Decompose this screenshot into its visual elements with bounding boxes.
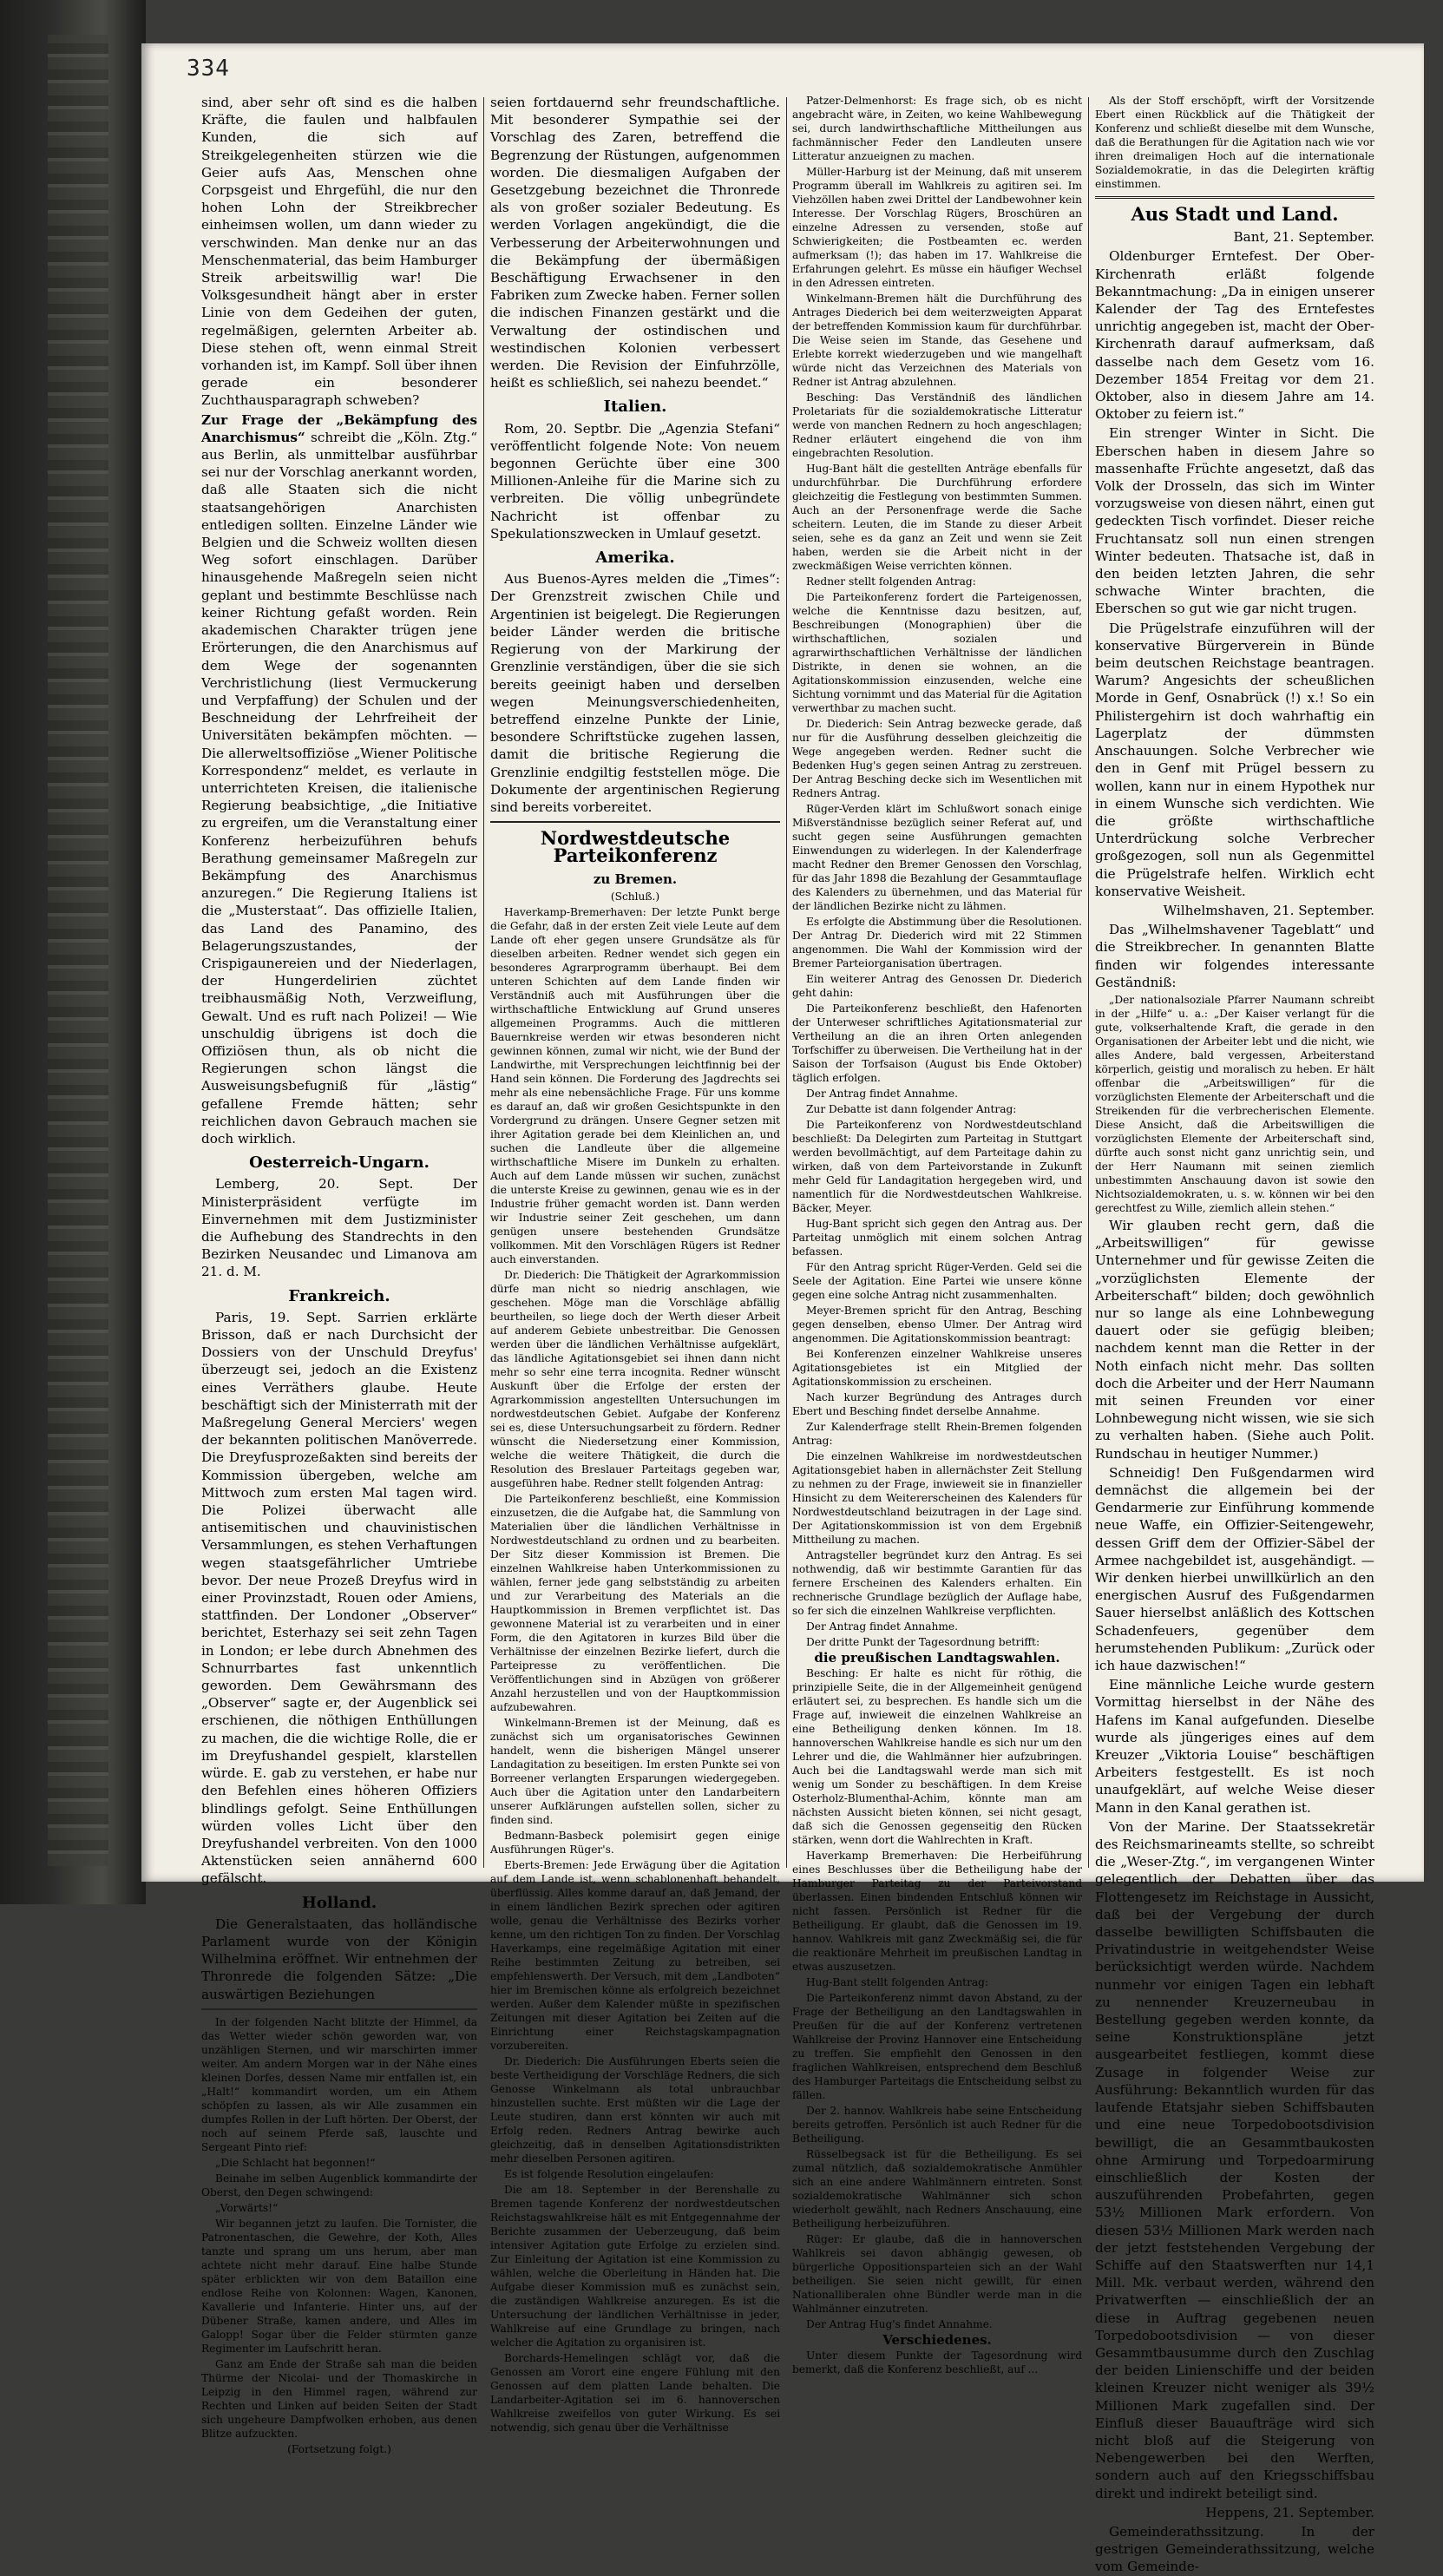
c3-p12: Die Parteikonferenz beschließt, den Hafenorten der Unterweser schriftliches Agitationsmaterial zur Vertheilung an die an ihren Orten anlegenden Torfschiffer zu überweisen. Die Vertheilung hat in der Saison der Torfsaison (August bis Ende Oktober) täglich erfolgen. <box>792 1002 1082 1084</box>
section-italy-heading: Italien. <box>603 398 667 417</box>
quote-block <box>1095 993 1374 1215</box>
article-tageblatt: Das „Wilhelmshavener Tageblatt“ und die Streikbrecher. In genannten Blatte finden wir folgendes interessante Geständniß: <box>1095 922 1374 990</box>
article-france: Paris, 19. Sept. Sarrien erklärte Brisson, daß er nach Durchsicht der Dossiers von der Unschuld Dreyfus' überzeugt sei, jedoch an die Existenz eines Verräthers glaube. Heute beschäftigt sich der Ministerrath mit der Maßregelung General Merciers' wegen der bekannten politischen Manöverrede. Die Dreyfusprozeßakten sind bereits der Kommission übergeben, welche am Mittwoch zum ersten Mal tagen wird. Die Polizei überwacht alle antisemitischen und chauvinistischen Versammlungen, es stehen Verhaftungen wegen staatsgefährlicher Umtriebe bevor. Der neue Prozeß Dreyfus wird in einer Provinzstadt, Rouen oder Amiens, stattfinden. Der Londoner „Observer“ berichtet, Esterhazy sei seit zehn Tagen in London; er lebe durch Abnehmen des Schnurrbartes fast unkenntlich geworden. Dem Gewährsmann des „Observer“ sagte er, der Augenblick sei erschienen, die nöthigen Enthüllungen zu machen, die die wichtige Rolle, die er im Dreyfushandel gespielt, klarstellen würde. E. gab zu verstehen, er habe nur den Befehlen eines höheren Offiziers blindlings gefolgt. Seine Enthüllungen würden volles Licht über den Dreyfushandel verbreiten. Von den 1000 Aktenstücken seien annähernd 600 gefälscht. <box>201 1309 477 1887</box>
landtag-p2: Haverkamp Bremerhaven: Die Herbeiführung eines Beschlusses über die Betheiligung habe der Hamburger Parteitag zu der Parteivorstand überlassen. Einen bindenden Entschluß können wir nicht fassen. Persönlich ist Redner für die Betheiligung. Er glaubt, daß die Genossen im 19. hannov. Wahlkreis mit ganz Zweckmäßig sei, die für die reaktionäre Mehrheit im preußischen Landtag in etwas auszusetzen. <box>792 1850 1082 1973</box>
feuilleton-p4: „Vorwärts!“ <box>215 2201 279 2214</box>
misc-heading: Verschiedenes. <box>882 2332 992 2348</box>
c3-p22: Die einzelnen Wahlkreise im nordwestdeutschen Agitationsgebiet haben in allernächster Zeit Stellung zu nehmen zu der Frage, inwieweit sie in finanzieller Hinsicht zu dem Weitererscheinen des Kalenders für Nordwestdeutschland beizutragen in der Lage sind. Der Agitationskommission ist von dem Ergebniß Mittheilung zu machen. <box>792 1450 1082 1546</box>
section-france-heading: Frankreich. <box>288 1286 390 1305</box>
article-america: Aus Buenos-Ayres melden die „Times“: Der Grenzstreit zwischen Chile und Argentinien ist beigelegt. Die Regierungen beider Länder werden die britische Regierung von der Markirung der Grenzlinie verständigen, über die sie sich bereits geeinigt haben und derselben wegen Meinungsverschiedenheiten, betreffend einzelne Punkte der Linie, besondere Schriftstücke zugehen lassen, damit die britische Regierung die Grenzlinie endgiltig feststellen möge. Die Dokumente der argentinischen Regierung sind bereits vorbereitet. <box>490 571 780 815</box>
column-2 <box>490 94 780 2434</box>
c3-p1: Patzer-Delmenhorst: Es frage sich, ob es nicht angebracht wäre, in Zeiten, wo keine Wahlbewegung sei, durch landwirthschaftliche Mittheilungen aus fachmännischer Feder den Landleuten unsere Litteratur anzueignen zu machen. <box>792 95 1082 162</box>
conference-schluss: (Schluß.) <box>610 890 660 903</box>
article-schneidig: Schneidig! Den Fußgendarmen wird demnächst die allgemein bei der Gendarmerie zur Einführung kommende neue Waffe, ein Offizier-Seitengewehr, dessen Griff dem der Offizier-Säbel der Armee nachgebildet ist, ausgehändigt. — Wir denken hierbei unwillkürlich an den energischen Ausruf des Fußgendarmen Sauer hierselbst anläßlich des Kottschen Schadenfeuers, gegenüber dem herumstehenden Publikum: „Zurück oder ich haue dazwischen!“ <box>1095 1464 1374 1674</box>
article-holland: Die Generalstaaten, das holländische Parlament wurde von der Königin Wilhelmina eröffnet. Wir entnehmen der Thronrede die folgenden Sätze: „Die auswärtigen Beziehungen <box>201 1916 477 2002</box>
conf-p10: Borchards-Hemelingen schlägt vor, daß die Genossen am Vorort eine engere Fühlung mit den Genossen auf dem platten Lande behalten. Die Landarbeiter-Agitation sei im 6. hannoverschen Wahlkreise zweifellos von guter Wirkung. Es sei notwendig, sich genau über die Verhältnisse <box>490 2351 780 2434</box>
c3-p8: Dr. Diederich: Sein Antrag bezwecke gerade, daß nur für die Ausführung desselben gleichzeitig die Wege angegeben werden. Redner sucht die Bedenken Hug's gegen seinen Antrag zu zerstreuen. Der Antrag Besching decke sich im Wesentlichen mit Redners Antrag. <box>792 718 1082 799</box>
feuilleton-p2: „Die Schlacht hat begonnen!“ <box>215 2156 376 2169</box>
c3-p16: Hug-Bant spricht sich gegen den Antrag aus. Der Parteitag unmöglich mit einem solchen Antrag befassen. <box>792 1218 1082 1258</box>
c3-p6: Redner stellt folgenden Antrag: <box>806 575 976 588</box>
c3-p24: Der Antrag findet Annahme. <box>806 1620 959 1633</box>
c3-p13: Der Antrag findet Annahme. <box>806 1088 959 1100</box>
column-1 <box>201 94 478 2455</box>
section-holland-heading: Holland. <box>301 1893 377 1912</box>
page-number: 334 <box>187 56 230 82</box>
conf-p3: Die Parteikonferenz beschließt, eine Kommission einzusetzen, die die Aufgabe hat, die Sammlung von Materialien über die ländlichen Verhältnisse in Nordwestdeutschland zu ordnen und zu bearbeiten. Der Sitz dieser Kommission ist Bremen. Die einzelnen Wahlkreise haben Unterkommissionen zu wählen, ferner jede gang selbstständig zu arbeiten und zur Verarbeitung des Materials an die Hauptkommission in Bremen verpflichtet ist. Das gewonnene Material ist zu verarbeiten und in einer Form, die den Agitatoren in kurzes Bild über die Verhältnisse der einzelnen Bezirke liefert, durch die Parteipresse zu veröffentlichen. Die Veröffentlichungen sind in Abzügen von größerer Anzahl herzustellen und von der Hauptkommission aufzubewahren. <box>490 1492 780 1713</box>
c3-p21: Zur Kalenderfrage stellt Rhein-Bremen folgenden Antrag: <box>792 1421 1082 1447</box>
conf-p1: Haverkamp-Bremerhaven: Der letzte Punkt berge die Gefahr, daß in der ersten Zeit viele Leute auf dem Lande oft eher gegen unsere Grundsätze als für dieselben arbeiten. Redner wendet sich gegen ein besonderes Agrarprogramm überhaupt. Bei dem unteren Schichten auf dem Lande finden wir Verständniß auch mit Ausführungen über die wirthschaftliche Entwicklung auf Grund unseres allgemeinen Programms. Auch die mittleren Bauernkreise werden wir etwas besonderen nicht gewinnen können, zumal wir nicht, wie der Bund der Landwirthe, mit Versprechungen leichtfinnig bei der Hand sein können. Die Forderung des Jagdrechts sei mehr als eine nebensächliche Frage. Für uns komme es darauf an, daß wir großen Gesichtspunkte in den Vordergrund zu drängen. Unsere Gegner setzen mit ihrer Agitation gerade bei dem Kleinlichen an, und suchen die Landleute über die allgemeine wirthschaftliche Misere im Dunkeln zu erhalten. Auch auf dem Lande müssen wir suchen, zunächst die unterste Kreise zu gewinnen, genau wie es in der Industrie früher gemacht worden ist. Dann werden wir Industrie seiner Zeit geschehen, um dann genügen unsere bestehenden Grundsätze vollkommen. Mit den Vorschlägen Rügers ist Redner auch einverstanden. <box>490 905 780 1265</box>
section-america-heading: Amerika. <box>595 549 675 568</box>
landtag-p7: Rüger: Er glaube, daß die in hannoverschen Wahlkreis sei davon abhängig gewesen, ob bürgerliche Oppositionsparteien sich an der Wahl betheiligen. Sie seien nicht gewillt, für einen Nationalliberalen ohne Bündler werde man in die Wahlmänner einzutreten. <box>792 2233 1082 2315</box>
c3-p20: Nach kurzer Begründung des Antrages durch Ebert und Besching findet derselbe Annahme. <box>792 1391 1082 1417</box>
column-rule-3 <box>1088 97 1089 1868</box>
conf-p8: Es ist folgende Resolution eingelaufen: <box>504 2167 714 2180</box>
c3-p5: Hug-Bant hält die gestellten Anträge ebenfalls für undurchführbar. Die Durchführung erfordere gleichzeitig die Festlegung von bestimmten Summen. Auch an der Personenfrage werde die Sache scheitern. Leuten, die im Stande zu dieser Arbeit seien, sehe es da ganz an Zeit und wenn sie Zeit haben, werden sie die Arbeit nicht in der zweckmäßigen Weise verrichten können. <box>792 463 1082 572</box>
landtag-heading: die preußischen Landtagswahlen. <box>814 1650 1060 1666</box>
article-austria: Lemberg, 20. Sept. Der Ministerpräsident verfügte im Einvernehmen mit dem Justizminister die Aufhebung des Standrechts in den Bezirken Neusandec und Limanova am 21. d. M. <box>201 1176 477 1280</box>
column-4 <box>1095 94 1374 2575</box>
c3-p23: Antragsteller begründet kurz den Antrag. Es sei nothwendig, daß wir bestimmte Garantien für das fernere Erscheinen des Kalenders erhalten. Ein rechnerische Grundlage bezüglich der Auflage habe, so fer sich die einzelnen Wahlkreise verpflichten. <box>792 1549 1082 1617</box>
anarchism-heading: Zur Frage der „Bekämpfung des Anarchismus“ <box>201 411 477 445</box>
section-divider-4 <box>1095 196 1374 199</box>
section-divider <box>490 821 780 823</box>
bant-dateline: Bant, 21. September. <box>1233 229 1374 246</box>
conference-heading: Nordwestdeutsche Parteikonferenz <box>540 827 731 867</box>
c3-p11: Ein weiterer Antrag des Genossen Dr. Diederich geht dahin: <box>792 973 1082 999</box>
c3-p2: Müller-Harburg ist der Meinung, daß mit unserem Programm überall im Wahlkreis zu agitiren sei. Im Viehzöllen haben zwei Drittel der Landbewohner kein Interesse. Der Vorschlag Rügers, Broschüren an einzelne Adressen zu versenden, stoße auf Schwierigkeiten; die Postbeamten ec. werden aufmerksam (!); das haben im 17. Wahlkreise die Erfahrungen gelehrt. Es müsse ein häufiger Wechsel in den Adressen eintreten. <box>792 166 1082 289</box>
binding-texture <box>48 35 108 1866</box>
conference-body <box>490 905 780 2435</box>
c3-p7: Die Parteikonferenz fordert die Parteigenossen, welche die Kenntnisse dazu besitzen, auf, Beschreibungen (Monographien) über die wirthschaftlichen, sozialen und agrarwirthschaftlichen Verhältnisse der ländlichen Distrikte, in denen sie wohnen, an die Agitationskommission einzusenden, welche eine Sichtung vornimmt und das Material für die Agitation verwerthbar zu machen sucht. <box>792 591 1082 714</box>
conf-p9: Die am 18. September in der Berenshalle zu Bremen tagende Konferenz der nordwestdeutschen Reichstagswahlkreise hält es mit Entgegennahme der Berichte zusammen der Ueberzeugung, daß beim intensiver Agitation gute Erfolge zu erzielen sind. Zur Einleitung der Agitation ist eine Kommission zu wählen, welche die Oberleitung in Händen hat. Die Aufgabe dieser Kommission muß es zunächst sein, die zuständigen Wahlkreise anzuregen. Es ist die Untersuchung der ländlichen Verhältnisse in jeder, Wahlkreise auf eine Grundlage zu bringen, nach welcher die Agitation zu organisiren ist. <box>490 2183 780 2349</box>
book-binding <box>0 0 146 1904</box>
landtag-p3: Hug-Bant stellt folgenden Antrag: <box>806 1976 989 1988</box>
c3-p15: Die Parteikonferenz von Nordwestdeutschland beschließt: Da Delegirten zum Parteitag in Stuttgart werden bevollmächtigt, auf dem Parteitage dahin zu wirken, daß von dem Parteivorstande in Zukunft mehr Geld für Landagitation hergegeben wird, und namentlich für die Nordwestdeutschen Wahlkreise. Bäcker, Meyer. <box>792 1119 1082 1214</box>
feuilleton <box>201 2008 477 2456</box>
stadt-land-heading: Aus Stadt und Land. <box>1131 203 1339 225</box>
heppens-dateline: Heppens, 21. September. <box>1205 2504 1374 2520</box>
feuilleton-p3: Beinahe im selben Augenblick kommandirte der Oberst, den Degen schwingend: <box>201 2172 477 2198</box>
feuilleton-p6: Ganz am Ende der Straße sah man die beiden Thürme der Nicolai- und der Thomaskirche in Leipzig in den Himmel ragen, während zur Rechten und Linken auf beiden Seiten der Stadt sich ungeheure Dampfwolken erhoben, aus denen Blitze aufzuckten. <box>201 2357 477 2440</box>
conference-subheading: zu Bremen. <box>593 871 678 887</box>
article-erntefest: Oldenburger Erntefest. Der Ober-Kirchenrath erläßt folgende Bekanntmachung: „Da in einigen unserer Kalender der Tag des Erntefestes unrichtig angegeben ist, macht der Ober-Kirchenrath darauf aufmerksam, daß dasselbe nach dem Gesetz vom 16. Dezember 1854 Freitag vor dem 21. Oktober, also in diesem Jahre am 14. Oktober zu feiern ist.“ <box>1095 248 1374 423</box>
conf-p7: Dr. Diederich: Die Ausführungen Eberts seien die beste Vertheidigung der Vorschläge Redners, die sich Genosse Winkelmann als total unbrauchbar hinzustellen suchte. Erst müßten wir die Lage der Leute studiren, dann erst könnten wir auch mit Erfolg reden. Redners Antrag bewirke auch gleichzeitig, daß in denselben Agitationsdistrikten mehr dieselben Personen agitiren. <box>490 2054 780 2165</box>
article-marine: Von der Marine. Der Staatssekretär des Reichsmarineamts stellte, so schreibt die „Weser-Ztg.“, im vergangenen Winter gelegentlich der Debatten über das Flottengesetz im Reichstage in Aussicht, daß bei der Vergebung der durch dasselbe bewilligten Schiffsbauten die Privatindustrie in weitgehendster Weise berücksichtigt werden würde. Nachdem nunmehr vor einigen Tagen ein lebhaft zu nennender Kreuzerneubau in Bestellung gegeben werden konnte, da seine Konstruktionspläne jetzt ausgearbeitet festliegen, kommt diese Zusage in folgender Weise zur Ausführung: Bekanntlich wurden für das laufende Etatsjahr sieben Schiffsbauten und eine neue Torpedobootsdivision bewilligt, die an Gesammtbaukosten ohne Armirung und Torpedoarmirung einschließlich der Kosten der auszuführenden Probefahrten, gegen 53½ Millionen Mark erfordern. Von diesen 53½ Millionen Mark werden nach der jetzt feststehenden Vergebung der Schiffe auf den Staatswerften nur 14,1 Mill. Mk. verbaut werden, während den Privatwerften — einschließlich der an diese in Auftrag gegebenen neuen Torpedobootsdivision — von dieser Gesammtbausumme durch den Zuschlag der beiden Linienschiffe und der beiden kleinen Kreuzer nicht weniger als 39½ Millionen Mark zugefallen sind. Der Einfluß dieser Bauaufträge wird sich nicht bloß auf die Steigerung von Nebengewerben bei den Werften, sondern auch auf den Kriegsschiffsbau direkt und indirekt beteiligt sind. <box>1095 1818 1374 2501</box>
column-rule-1 <box>483 97 484 1868</box>
conference-closing <box>1095 94 1374 191</box>
c3-p3: Winkelmann-Bremen hält die Durchführung des Antrages Diederich bei dem weiterzweigten Apparat der betreffenden Kommission kaum für durchführbar. Die Weise seien im Stande, das Gesehene und Erlebte korrekt wiederzugeben und wie mangelhaft würde nicht das Verzeichnen des Materials von Redner ist Antrag abzulehnen. <box>792 292 1082 388</box>
c3-p19: Bei Konferenzen einzelner Wahlkreise unseres Agitationsgebietes ist ein Mitglied der Agitationskommission zu erscheinen. <box>792 1348 1082 1388</box>
article-pruegelstrafe: Die Prügelstrafe einzuführen will der konservative Bürgerverein in Bünde beim deutschen Reichstage beantragen. Warum? Angesichts der scheußlichen Morde in Genf, Osnabrück (!) x.! So ein Philistergehirn ist doch wahrhaftig ein Lagerplatz der dümmsten Anschauungen. Solche Verbrecher wie den in Genf mit Prügel bessern zu wollen, kann nur in einem Hypothek nur in einem Wunsche sich verdichten. Wie die größte wirthschaftliche Unterdrückung solche Verbrecher großgezogen, soll nun als Gegenmittel die Prügelstrafe helfen. Wirklich echt konservative Weisheit. <box>1095 620 1374 899</box>
c3-p9: Rüger-Verden klärt im Schlußwort sonach einige Mißverständnisse bezüglich seiner Referat auf, und sucht gegen seine Ausführungen gemachten Einwendungen zu widerlegen. In der Kalenderfrage macht Redner den Bremer Genossen den Vorschlag, für das Jahr 1898 die Bezahlung der Gesammtauflage des Kalenders zu übernehmen, und das Material für der ländlichen Bezirke nicht zu lähmen. <box>792 803 1082 912</box>
c3-p17: Für den Antrag spricht Rüger-Verden. Geld sei die Seele der Agitation. Eine Partei wie unsere könne gegen eine solche Antrag nicht zusammenhalten. <box>792 1261 1082 1301</box>
column-3 <box>792 94 1082 2376</box>
wilhelmshaven-dateline: Wilhelmshaven, 21. September. <box>1163 902 1374 918</box>
feuilleton-p1: In der folgenden Nacht blitzte der Himmel, da das Wetter wieder schön geworden war, von unzähligen Sternen, und wir marschirten immer weiter. Am andern Morgen war in der Nähe eines kleinen Dorfes, dessen Name mir entfallen ist, ein „Halt!“ kommandirt worden, um ein Athem schöpfen zu lassen, als wir Alle zusammen ein dumpfes Rollen in der Luft hörten. Der Oberst, der noch auf seinem Pferde saß, lauschte und Sergeant Pinto rief: <box>201 2015 477 2153</box>
conf-p4: Winkelmann-Bremen ist der Meinung, daß es zunächst sich um organisatorisches Gewinnen handelt, wenn die bisherigen Mängel unserer Landagitation zu beseitigen. Im ersten Punkte sei von Borreener verlangten Ersparungen wiedergegeben. Auch über die Agitation unter den Landarbeitern unserer Aufklärungen aufstellen sollen, sicher zu finden sind. <box>490 1716 780 1826</box>
c3-p10: Es erfolgte die Abstimmung über die Resolutionen. Der Antrag Dr. Diederich wird mit 22 Stimmen angenommen. Die Wahl der Kommission wird der Bremer Parteiorganisation übertragen. <box>792 916 1082 969</box>
landtag-p4: Die Parteikonferenz nimmt davon Abstand, zu der Frage der Betheiligung an den Landtagswahlen in Preußen für die auf der Konferenz vertretenen Wahlkreise der Provinz Hannover eine Entscheidung zu treffen. Sie empfiehlt den Genossen in den fraglichen Wahlkreisen, entsprechend dem Beschluß des Hamburger Parteitags die Entscheidung selbst zu fällen. <box>792 1992 1082 2101</box>
article-streik-end: sind, aber sehr oft sind es die halben Kräfte, die faulen und halbfaulen Kunden, die sich auf Streikgelegenheiten stürzen wie die Geier aufs Aas, Menschen ohne Corpsgeist und Ehrgefühl, die nur den hohen Lohn der Streikbrecher einheimsen wollen, um dann wieder zu verschwinden. Man denke nur an das Menschenmaterial, das beim Hamburger Streik arbeitswillig war! Die Volksgesundheit hängt aber in erster Linie von dem Gedeihen der guten, regelmäßigen, gelernten Arbeiter ab. Diese stehen oft, wenn einmal Streit vorhanden ist, im Kampf. Soll über ihnen gerade ein besonderer Zuchthausparagraph schweben? <box>201 95 477 409</box>
article-leiche: Eine männliche Leiche wurde gestern Vormittag hierselbst in der Nähe des Hafens im Kanal aufgefunden. Dieselbe wurde als jüngeriges eines auf dem Kreuzer „Viktoria Louise“ beschäftigen Arbeiters festgestellt. Es ist noch unaufgeklärt, auf welche Weise dieser Mann in den Kanal gerathen ist. <box>1095 1677 1374 1816</box>
c3-p18: Meyer-Bremen spricht für den Antrag, Besching gegen denselben, ebenso Ulmer. Der Antrag wird angenommen. Die Agitationskommission beantragt: <box>792 1304 1082 1344</box>
conf-p2: Dr. Diederich: Die Thätigkeit der Agrarkommission dürfe man nicht so niedrig anschlagen, wie geschehen. Möge man die Vorschläge abfällig beurtheilen, so liege doch der Werth dieser Arbeit auf anderem Gebiete unbestreitbar. Die Genossen werden über die ländlichen Verhältnisse aufgeklärt, das ländliche Agitationsgebiet sei ihnen dann nicht mehr so sehr eine terra incognita. Redner wünscht Auskunft über die Erfolge der ersten der Agrarkommission angestellten Untersuchungen im nordwestdeutschen Gebiet. Aufgabe der Konferenz sei es, diese Untersuchungsarbeit zu fördern. Redner wünscht die Niedersetzung einer Kommission, welche die weitere Thätigkeit, die durch die Resolution des Breslauer Parteitags gegeben war, ausgeführen habe. Redner stellt folgenden Antrag: <box>490 1268 780 1489</box>
article-holland-cont: seien fortdauernd sehr freundschaftliche. Mit besonderer Sympathie sei der Vorschlag des Zaren, betreffend die Begrenzung der Rüstungen, aufgenommen worden. Die diesmaligen Aufgaben der Gesetzgebung bezeichnet die Thronrede als von großer sozialer Bedeutung. Es werden Vorlagen angekündigt, die die Verbesserung der Arbeiterwohnungen und die Bekämpfung der übermäßigen Beschäftigung Erwachsener in den Fabriken zum Zwecke haben. Ferner sollen die indischen Finanzen gestärkt und die Verwaltung der ostindischen und westindischen Kolonien verbessert werden. Die Revision der Einfuhrzölle, heißt es schließlich, sei nahezu beendet.“ <box>490 95 780 391</box>
conference-continuation <box>792 94 1082 2376</box>
landtag-p1: Besching: Er halte es nicht für röthig, die prinzipielle Seite, die in der Allgemeinheit genügend erläutert sei, zu besprechen. Es handle sich um die Frage auf, inwieweit die einzelnen Wahlkreise an eine Betheiligung denken können. Im 18. hannoverschen Wahlkreise handle es sich nur um den Lehrer und die, die Wahlmänner hier aufzubringen. Auch bei die Landtagswahl werde man sich mit wenig um Sonder zu beschäftigen. In dem Kreise Osterholz-Blumenthal-Achim, könnte man am nächsten Aussicht bieten können, sei nicht gesagt, daß sich die Genossen gegenseitig den Rücken stärken, wenn dort die Wahlrechten in Kraft. <box>792 1667 1082 1846</box>
article-italy: Rom, 20. Septbr. Die „Agenzia Stefani“ veröffentlicht folgende Note: Von neuem begonnen Gerüchte über eine 300 Millionen-Anleihe für die Marine sich zu verbreiten. Die völlig unbegründete Nachricht ist offenbar zu Spekulationszwecken in Umlauf gesetzt. <box>490 420 780 542</box>
anarchism-text: schreibt die „Köln. Ztg.“ aus Berlin, als unmittelbar ausführbar sei nur der Vorschlag anerkannt worden, daß alle Staaten sich die nicht staatsangehörigen Anarchisten entledigen sollten. Einzelne Länder wie Belgien und die Schweiz wollten diesen Weg sofort einschlagen. Darüber hinausgehende Maßregeln seien nicht geplant und bestimmte Beschlüsse nach keiner Richtung gefaßt worden. Rein akademischen Charakter trügen jene Erörterungen, die den Anarchismus auf dem Wege der sogenannten Verchristlichung (liest Vermuckerung und Verpfaffung) der Schulen und der Beschneidung der Lehrfreiheit der Universitäten bekämpfen möchten. — Die allerweltsoffiziöse „Wiener Politische Korrespondenz“ meldet, es verlaute in unterrichteten Kreisen, die italienische Regierung beabsichtige, „die Initiative zu ergreifen, um die Veranstaltung einer Konferenz herbeizuführen behufs Berathung gemeinsamer Maßregeln zur Bekämpfung des Anarchismus anzuregen.“ Die Regierung Italiens ist die „Musterstaat“. Das offizielle Italien, das Land des Panamino, des Belagerungszustandes, der Crispigaunereien und der Niederlagen, der Hungerdelirien züchtet treibhausmäßig Noth, Verzweiflung, Gewalt. Und es ruft nach Polizei! — Wie unschuldig übrigens ist doch die Offiziösen thun, als ob nicht die Regierungen schon längst die Ausweisungsbefugniß für „lästig“ gefallene Fremde hätten; sehr reichlichen davon Gebrauch machen sie doch wirklich. <box>201 429 478 1147</box>
article-arbeitswillige: Wir glauben recht gern, daß die „Arbeitswilligen“ für gewisse Unternehmer und für gewisse Zeiten die „vorzüglichsten Elemente der Arbeiterschaft“ bilden; doch gewöhnlich nur so lange als eine Lohnbewegung dauert oder sie gefügig bleiben; nachdem kennt man die Retter in der Noth einfach nicht mehr. Das sollten doch die Arbeiter und der Herr Naumann mit seinen Freunden vor einer Lohnbewegung nicht wissen, wie sie sich zu verhalten haben. (Siehe auch Polit. Rundschau in heutiger Nummer.) <box>1095 1217 1374 1462</box>
landtag-p5: Der 2. hannov. Wahlkreis habe seine Entscheidung bereits getroffen. Persönlich ist auch Redner für die Betheiligung. <box>792 2105 1082 2145</box>
conf-p6: Eberts-Bremen: Jede Erwägung über die Agitation auf dem Lande ist, wenn schablonenhaft behandelt, überflüssig. Alles komme darauf an, daß Jemand, der in einem ländlichen Bezirk sprechen oder agitiren wolle, genau die Verhältnisse des Bezirks vorher kenne, um den richtigen Ton zu finden. Der Vorschlag Haverkamps, eine regelmäßige Agitation mit einer Reihe bestimmten Zeitung zu betreiben, sei empfehlenswerth. Der Versuch, mit dem „Landboten“ hier im Bremischen könne als erfolgreich bezeichnet werden. Außer dem Kalender müßte in spezifischen Zeitungen mit dieser Agitation bei Zeiten auf die Einrichtung einer Reichstagskampagnation vorzubereiten. <box>490 1858 780 2052</box>
column-rule-2 <box>786 97 787 1868</box>
closing-text: Als der Stoff erschöpft, wirft der Vorsitzende Ebert einen Rückblick auf die Thätigkeit der Konferenz und schließt dieselbe mit dem Wunsche, daß die Berathungen für die Agitation nach wie vor ihren dreimaligen Hoch auf die internationale Sozialdemokratie, in das die Delegirten kräftig einstimmen. <box>1095 95 1374 190</box>
feuilleton-p5: Wir begannen jetzt zu laufen. Die Tornister, die Patronentaschen, die Gewehre, der Koth, Alles tanzte und sprang um uns herum, aber man achtete nicht mehr darauf. Eine halbe Stunde später erblickten wir von dem Bataillon eine endlose Reihe von Kolonnen: Wagen, Kanonen, Kavallerie und Infanterie. Hinter uns, auf der Dübener Straße, kamen andere, und Alles im Galopp! Sogar über die Felder stürmten ganze Regimenter im Laufschritt heran. <box>201 2217 477 2355</box>
fortsetzung-note: (Fortsetzung folgt.) <box>287 2442 391 2455</box>
landtag-p6: Rüsselbegsack ist für die Betheiligung. Es sei zumal nützlich, daß sozialdemokratische Anmühler sich an eine andere Wahlmännern eintreten. Sonst sozialdemokratische Wahlmänner sich schon wiederholt gewählt, nach Redners Anschauung, eine Betheiligung herbeizuführen. <box>792 2148 1082 2230</box>
misc-text: Unter diesem Punkte der Tagesordnung wird bemerkt, daß die Konferenz beschließt, auf ... <box>792 2349 1082 2376</box>
landtag-p8: Der Antrag Hug's findet Annahme. <box>806 2318 993 2330</box>
c3-p14: Zur Debatte ist dann folgender Antrag: <box>806 1103 1017 1115</box>
c3-p25: Der dritte Punkt der Tagesordnung betrifft: <box>806 1636 1040 1648</box>
quote-naumann: „Der nationalsoziale Pfarrer Naumann schreibt in der „Hilfe“ u. a.: „Der Kaiser verlangt für die gute, volkserhaltende Kraft, die gerade in den Organisationen der Arbeiter lebt und die nicht, wie alles Andere, bald vergessen, Arbeiterstand körperlich, geistig und moralisch zu heben. Er hält offenbar die „Arbeitswilligen“ für die vorzüglichsten Elemente der Arbeiterschaft und die Streikenden für die verbrecherischen Elemente. Diese Ansicht, daß die Arbeitswilligen die vorzüglichsten Elemente der Arbeiterschaft sind, dürfte auch sonst nicht ganz unrichtig sein, und der Herr Naumann mit seinen ziemlich unbestimmten Anschauung davon ist sowie den Nichtsozialdemokraten, u. s. w. können wir bei den gerechtfest zu Wille, ziemlich allein stehen.“ <box>1095 993 1374 1214</box>
article-gemeinderath: Gemeinderathssitzung. In der gestrigen Gemeinderathssitzung, welche vom Gemeinde- <box>1095 2523 1374 2575</box>
article-winter: Ein strenger Winter in Sicht. Die Eberschen haben in diesem Jahre so massenhafte Früchte angesetzt, daß das Volk der Drosseln, das sich im Winter vorzugsweise von diesen nährt, einen gut gedeckten Tisch vorfindet. Dieser reiche Fruchtansatz soll nun einen strengen Winter bedeuten. Thatsache ist, daß in den beiden letzten Jahren, die sehr schwache Winter brachten, die Eberschen so gut wie gar nicht trugen. <box>1095 425 1374 617</box>
c3-p4: Besching: Das Verständniß des ländlichen Proletariats für die sozialdemokratische Litteratur werde von manchen Rednern zu hoch angeschlagen; Redner erläutert eingehend die von ihm eingebrachten Resolution. <box>792 391 1082 459</box>
section-austria-heading: Oesterreich-Ungarn. <box>249 1153 430 1173</box>
conf-p5: Bedmann-Basbeck polemisirt gegen einige Ausführungen Rüger's. <box>490 1829 780 1856</box>
article-anarchism <box>201 411 477 1148</box>
